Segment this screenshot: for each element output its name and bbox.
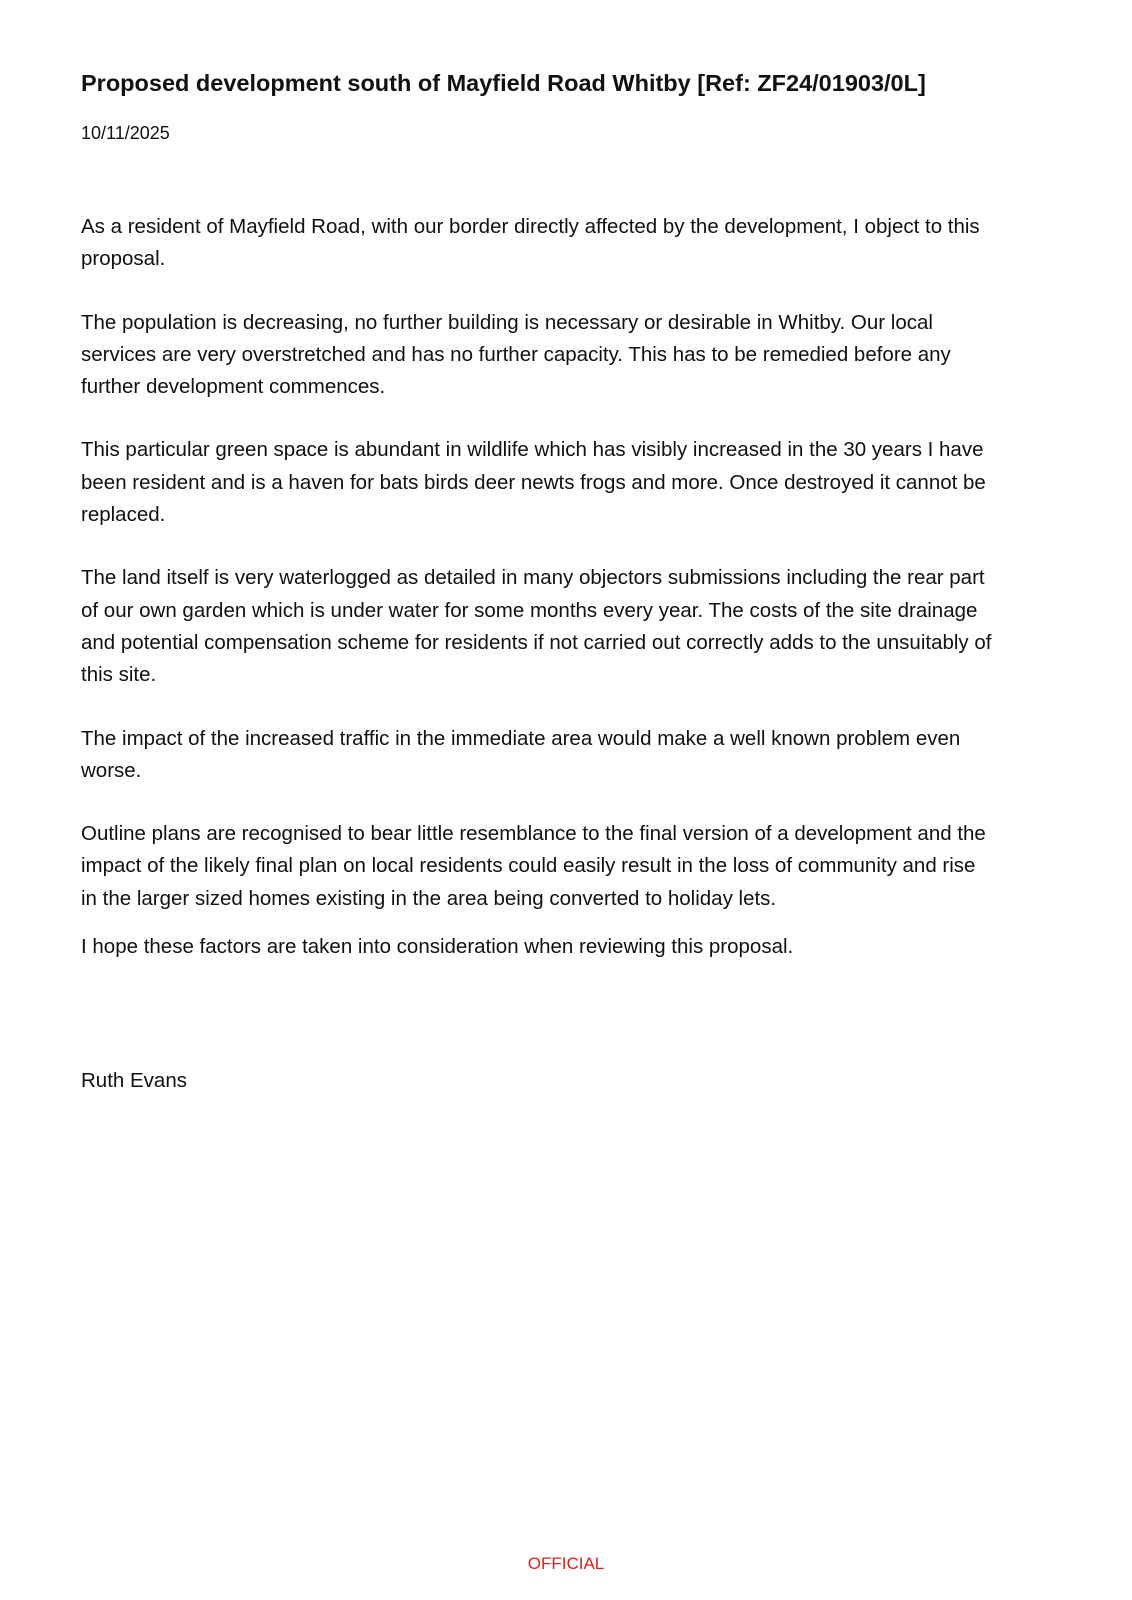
signature: Ruth Evans bbox=[81, 1069, 187, 1092]
page-title: Proposed development south of Mayfield Road Whitby [Ref: ZF24/01903/0L] bbox=[81, 70, 926, 96]
paragraph-outline-plans: Outline plans are recognised to bear little resemblance to the final version of a development and the impact of the likely final plan on local residents could easily result in the loss of community and rise in the larger sized homes existing in the area being converted to holiday lets. bbox=[81, 822, 986, 910]
paragraph-population: The population is decreasing, no further building is necessary or desirable in Whitby. Our local services are very overstretched and has no further capacity. This has to be remedied before any further development commences. bbox=[81, 310, 951, 399]
paragraph-waterlogging: The land itself is very waterlogged as detailed in many objectors submissions including the rear part of our own garden which is under water for some months every year. The costs of the site drainage and potential compensation scheme for residents if not carried out correctly adds to the unsuitably of this site. bbox=[81, 566, 992, 687]
letter-body bbox=[81, 211, 996, 963]
classification-label: OFFICIAL bbox=[527, 1554, 605, 1573]
paragraph-objection: As a resident of Mayfield Road, with our border directly affected by the development, I object to this proposal. bbox=[81, 215, 980, 271]
paragraph-wildlife: This particular green space is abundant in wildlife which has visibly increased in the 30 years I have been resident and is a haven for bats birds deer newts frogs and more. Once destroyed it cannot be replaced. bbox=[81, 438, 986, 527]
letter-date: 10/11/2025 bbox=[81, 123, 170, 143]
paragraph-traffic: The impact of the increased traffic in the immediate area would make a well known problem even worse. bbox=[81, 726, 961, 782]
paragraph-closing: I hope these factors are taken into consideration when reviewing this proposal. bbox=[81, 935, 794, 959]
